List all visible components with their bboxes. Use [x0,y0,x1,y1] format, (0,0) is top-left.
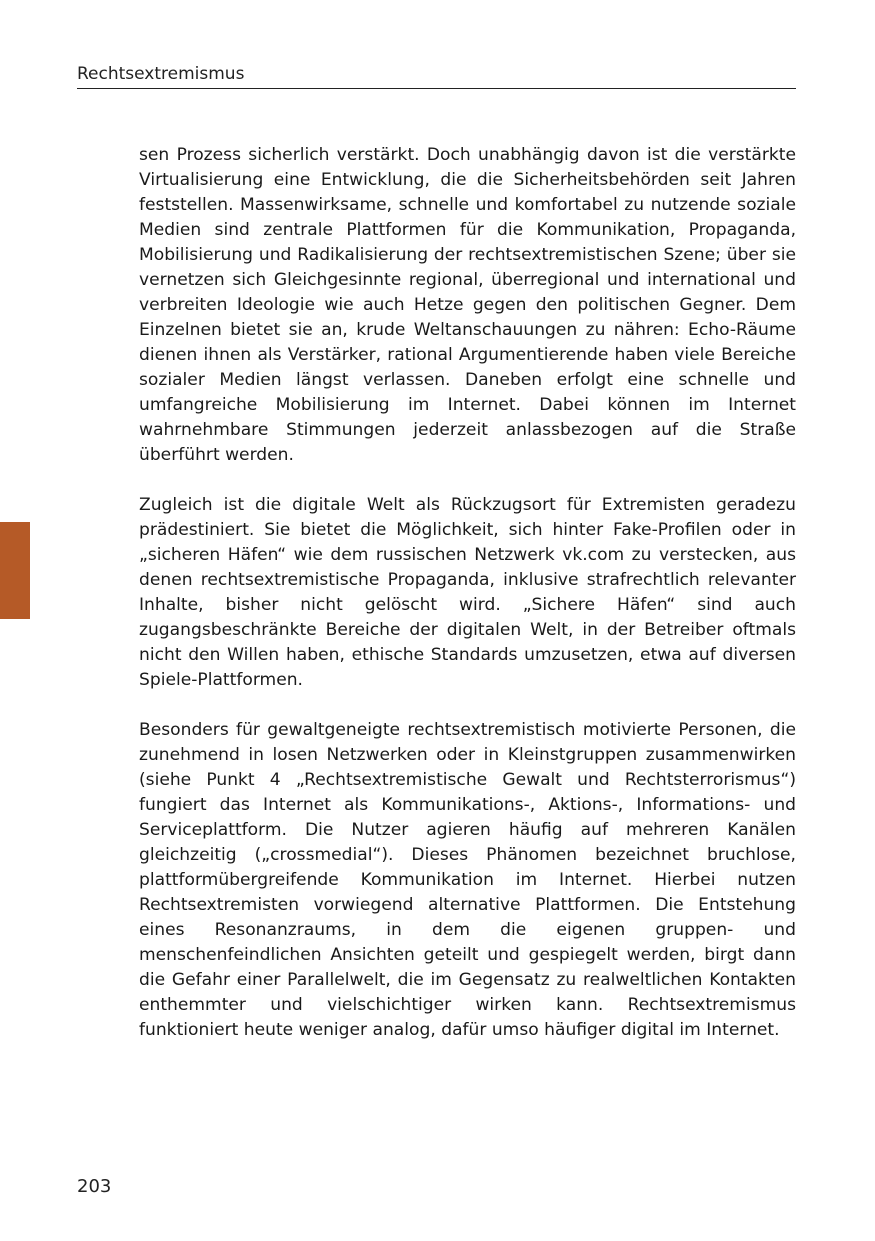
running-header-title: Rechtsextremismus [77,64,245,84]
chapter-side-tab [0,522,30,619]
paragraph-1: sen Prozess sicherlich verstärkt. Doch unabhängig davon ist die verstärkte Virtualisierung eine Entwicklung, die die Sicherheitsbehörden seit Jahren feststellen. Massenwirksame, schnelle und komfortabel zu nutzende soziale Medien sind zentrale Plattformen für die Kommunikation, Propaganda, Mobilisierung und Radikalisierung der rechtsextremistischen Szene; über sie vernetzen sich Gleichgesinnte regional, überregional und international und verbreiten Ideologie wie auch Hetze gegen den politischen Gegner. Dem Einzelnen bietet sie an, krude Weltanschauungen zu nähren: Echo-Räume dienen ihnen als Verstärker, rational Argumentierende haben viele Bereiche sozialer Medien längst verlassen. Daneben erfolgt eine schnelle und umfangreiche Mobilisierung im Internet. Dabei können im Internet wahrnehmbare Stimmungen jederzeit anlassbezogen auf die Straße überführt werden. [139,145,796,465]
page-number: 203 [77,1176,112,1197]
header-divider [77,88,796,89]
paragraph-3: Besonders für gewaltgeneigte rechtsextremistisch motivierte Personen, die zunehmend in losen Netzwerken oder in Kleinstgruppen zusammenwirken (siehe Punkt 4 „Rechtsextremistische Gewalt und Rechtsterrorismus“) fungiert das Internet als Kommunikations-, Aktions-, Informations- und Serviceplattform. Die Nutzer agieren häufig auf mehreren Kanälen gleichzeitig („crossmedial“). Dieses Phänomen bezeichnet bruchlose, plattformübergreifende Kommunikation im Internet. Hierbei nutzen Rechtsextremisten vorwiegend alternative Plattformen. Die Entstehung eines Resonanzraums, in dem die eigenen gruppen- und menschenfeindlichen Ansichten geteilt und gespiegelt werden, birgt dann die Gefahr einer Parallelwelt, die im Gegensatz zu realweltlichen Kontakten enthemmter und vielschichtiger wirken kann. Rechtsextremismus funktioniert heute weniger analog, dafür umso häufiger digital im Internet. [139,720,796,1040]
paragraph-2: Zugleich ist die digitale Welt als Rückzugsort für Extremisten geradezu prädestiniert. Sie bietet die Möglichkeit, sich hinter Fake-Profilen oder in „sicheren Häfen“ wie dem russischen Netzwerk vk.com zu verstecken, aus denen rechtsextremistische Propaganda, inklusive strafrechtlich relevanter Inhalte, bisher nicht gelöscht wird. „Sichere Häfen“ sind auch zugangsbeschränkte Bereiche der digitalen Welt, in der Betreiber oftmals nicht den Willen haben, ethische Standards umzusetzen, etwa auf diversen Spiele-Plattformen. [139,495,796,690]
body-text [139,143,796,1068]
